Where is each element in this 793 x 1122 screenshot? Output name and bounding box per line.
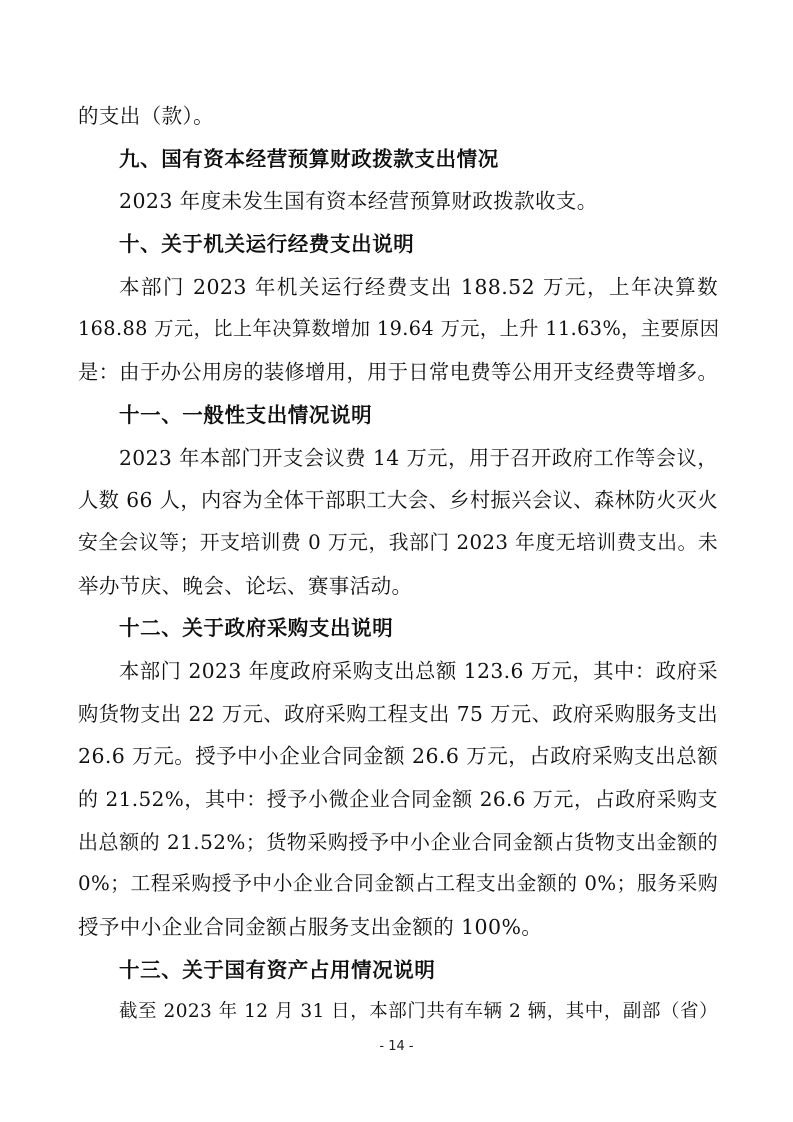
body-text-line: 2023 年本部门开支会议费 14 万元，用于召开政府工作等会议， [119,445,718,470]
body-text-line: 26.6 万元。授予中小企业合同金额 26.6 万元，占政府采购支出总额 [78,744,718,769]
section-heading-12: 十二、关于政府采购支出说明 [119,616,394,641]
section-heading-13: 十三、关于国有资产占用情况说明 [119,957,436,982]
body-text-line: 168.88 万元，比上年决算数增加 19.64 万元，上升 11.63%，主要原因 [78,317,720,341]
body-text-line: 本部门 2023 年度政府采购支出总额 123.6 万元，其中：政府采 [119,658,718,683]
body-text-line: 是：由于办公用房的装修增用，用于日常电费等公用开支经费等增多。 [78,360,719,385]
section-heading-9: 九、国有资本经营预算财政拨款支出情况 [119,146,499,171]
body-text-line: 安全会议等；开支培训费 0 万元，我部门 2023 年度无培训费支出。未 [78,530,718,554]
body-text-line: 的 21.52%，其中：授予小微企业合同金额 26.6 万元，占政府采购支 [78,787,718,811]
section-heading-10: 十、关于机关运行经费支出说明 [119,232,415,257]
body-text-line: 的支出（款）。 [78,104,215,128]
body-text-line: 截至 2023 年 12 月 31 日，本部门共有车辆 2 辆，其中，副部（省） [119,1001,718,1023]
section-heading-11: 十一、一般性支出情况说明 [119,402,373,427]
body-text-line: 授予中小企业合同金额占服务支出金额的 100%。 [78,915,543,940]
body-text-line: 本部门 2023 年机关运行经费支出 188.52 万元，上年决算数 [119,274,718,299]
body-text-line: 出总额的 21.52%；货物采购授予中小企业合同金额占货物支出金额的 [78,829,718,854]
body-text-line: 举办节庆、晚会、论坛、赛事活动。 [78,573,413,598]
body-text-line: 2023 年度未发生国有资本经营预算财政拨款收支。 [119,189,598,214]
page-number: - 14 - [379,1039,414,1054]
document-body [78,95,718,1034]
body-text-line: 购货物支出 22 万元、政府采购工程支出 75 万元、政府采购服务支出 [78,701,718,726]
body-text-line: 人数 66 人，内容为全体干部职工大会、乡村振兴会议、森林防火灭火 [78,488,718,513]
body-text-line: 0%；工程采购授予中小企业合同金额占工程支出金额的 0%；服务采购 [78,872,718,896]
